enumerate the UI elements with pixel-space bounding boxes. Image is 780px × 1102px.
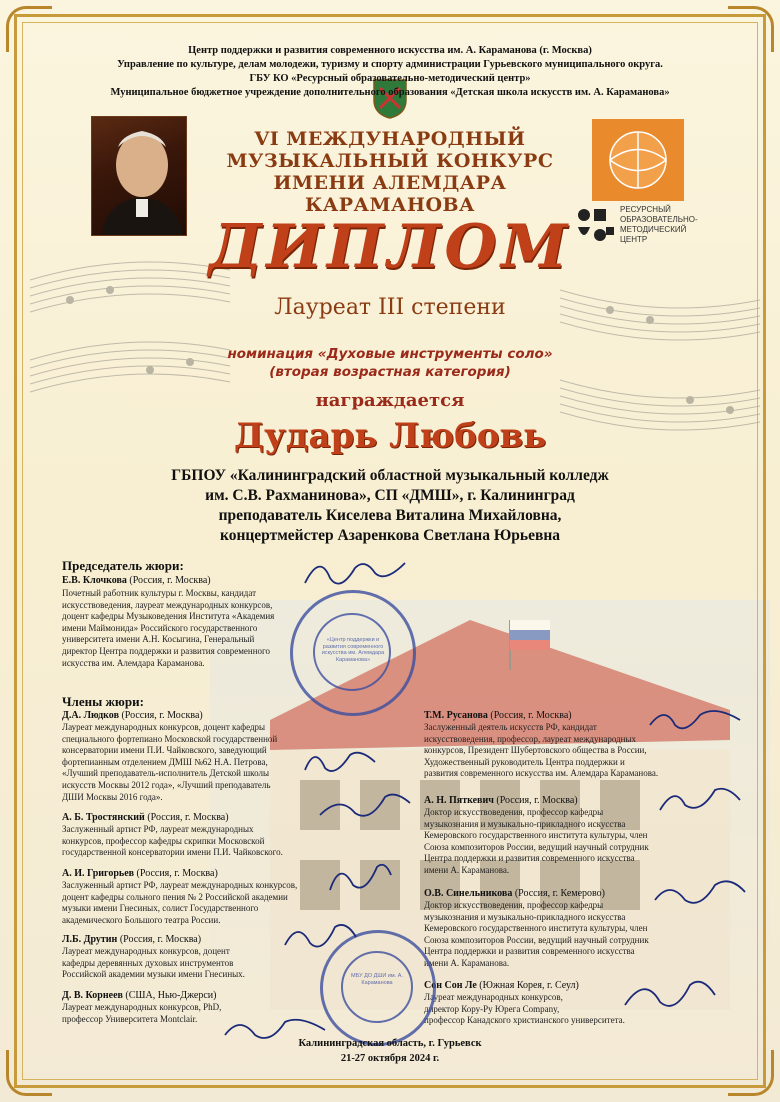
member-desc-line: музыки имени Гнесиных, солист Государственного — [62, 903, 259, 914]
resource-center-icon — [576, 207, 616, 247]
institution-line-1: ГБПОУ «Калининградский областной музыкальный колледж — [171, 467, 609, 484]
member-place: (Россия, г. Москва) — [136, 868, 218, 879]
member-desc-line: искусств Москвы 2012 года», «Лучший преподаватель — [62, 779, 271, 790]
member-desc-line: профессор Канадского христианского университета. — [424, 1015, 625, 1026]
member-desc-line: ДШИ Москвы 2016 года». — [62, 791, 163, 802]
member-desc-line: музыкознания и музыкально-прикладного искусства — [424, 818, 626, 829]
member-place: (Россия, г. Москва) — [490, 710, 572, 721]
corner-ornament-bottom-left — [6, 1050, 52, 1096]
member-desc-line: Заслуженный артист РФ, лауреат международных — [62, 824, 254, 834]
member-desc-line: Российской академии музыки имени Гнесиных. — [62, 969, 245, 980]
resource-logo-line-2: ОБРАЗОВАТЕЛЬНО- — [620, 215, 698, 224]
signature-rusanova — [645, 700, 745, 740]
member-desc-line: Центра поддержки и развития современного искусства — [424, 946, 635, 957]
jury-member-name — [62, 812, 229, 823]
chair-name-text: Е.В. Клочкова — [62, 575, 127, 586]
institution-line-2: им. С.В. Рахманинова», СП «ДМШ», г. Калининград — [205, 487, 575, 504]
member-desc-line: развития современного искусства им. Алемдара Караманова. — [424, 768, 659, 779]
chair-description — [62, 588, 322, 669]
institution-line-3: преподаватель Киселева Виталина Михайловна, — [218, 507, 562, 524]
member-desc-line: фортепианным отделением ДМШ №62 Н.А. Петрова, — [62, 756, 268, 767]
signature-lyudkov — [300, 740, 380, 780]
member-desc-line: Кемеровского государственного института культуры, член — [424, 830, 648, 841]
header-line-3: ГБУ КО «Ресурсный образовательно-методический центр» — [249, 73, 531, 84]
signature-pyatkevich — [655, 780, 745, 820]
chair-desc-line: доцент кафедры Музыковедения Института «Академия — [62, 611, 275, 622]
member-name-text: Т.М. Русанова — [424, 710, 488, 721]
competition-title-line-1: VI МЕЖДУНАРОДНЫЙ — [254, 128, 526, 150]
member-desc-line: конкурсов, Президент Шубертовского общества в России, — [424, 745, 647, 756]
header-line-4: Муниципальное бюджетное учреждение дополнительного образования «Детская школа искусств им. А. Караманова» — [110, 87, 670, 98]
header-line-1: Центр поддержки и развития современного искусства им. А. Караманова (г. Москва) — [188, 45, 592, 56]
member-place: (Россия, г. Москва) — [119, 934, 202, 945]
member-name-text: А. Б. Тростянский — [62, 812, 145, 823]
jury-member-name — [62, 990, 216, 1001]
corner-ornament-top-right — [728, 6, 774, 52]
resource-logo-line-3: МЕТОДИЧЕСКИЙ — [620, 225, 687, 234]
member-desc-line: Художественный руководитель Центра поддержки и — [424, 756, 625, 767]
chair-desc-line: искусствоведения, лауреат международных конкурсов, — [62, 599, 273, 610]
member-name-text: Д. В. Корнеев — [62, 990, 123, 1001]
signature-son-son-le — [620, 970, 720, 1020]
member-desc-line: Лауреат международных конкурсов, доцент — [62, 946, 230, 956]
footer-location: Калининградская область, г. Гурьевск — [298, 1038, 482, 1049]
awarded-label: награждается — [315, 390, 465, 411]
member-desc-line: Доктор искусствоведения, профессор кафедры — [424, 807, 604, 817]
member-desc-line: специального фортепиано Московской государственной — [62, 733, 278, 744]
member-name-text: А. И. Григорьев — [62, 868, 135, 879]
member-desc-line: «Лучший преподаватель-исполнитель Детской школы — [62, 768, 270, 779]
member-desc-line: Лауреат международных конкурсов, — [424, 992, 563, 1002]
member-desc-line: Заслуженный деятель искусств РФ, кандидат — [424, 722, 597, 732]
competition-title-line-3: ИМЕНИ АЛЕМДАРА КАРАМАНОВА — [273, 172, 507, 216]
member-desc-line: имени А. Караманова. — [424, 864, 510, 875]
signature-grigoriev — [325, 855, 395, 900]
jury-member-name — [424, 710, 572, 721]
official-stamp-upper — [290, 590, 416, 716]
footer-dates: 21-27 октября 2024 г. — [340, 1053, 440, 1064]
member-desc-line: государственной консерватории имени П.И. Чайковского. — [62, 847, 283, 858]
member-name-text: Л.Б. Друтин — [62, 934, 118, 945]
member-place: (Россия, г. Москва) — [496, 795, 578, 806]
signature-drutin — [280, 915, 360, 960]
member-name-text: О.В. Синельникова — [424, 888, 513, 899]
nomination-line-2: (вторая возрастная категория) — [269, 364, 511, 380]
resource-logo-line-4: ЦЕНТР — [620, 235, 648, 244]
corner-ornament-top-left — [6, 6, 52, 52]
member-desc-line: конкурсов, профессор кафедры скрипки Московской — [62, 835, 265, 846]
winner-name: Дударь Любовь — [233, 416, 547, 456]
diploma-heading: ДИПЛОМ — [208, 212, 572, 282]
chair-desc-line: директор Центра поддержки и развития современного — [62, 645, 271, 656]
jury-member-description — [62, 722, 322, 803]
signature-sinelnikova — [650, 870, 750, 915]
member-desc-line: Центра поддержки и развития современного искусства — [424, 853, 635, 864]
member-desc-line: Лауреат международных конкурсов, PhD, — [62, 1002, 222, 1012]
member-desc-line: искусствоведения, профессор, лауреат международных — [424, 733, 637, 744]
resource-logo-line-1: РЕСУРСНЫЙ — [620, 205, 671, 214]
competition-title-line-2: МУЗЫКАЛЬНЫЙ КОНКУРС — [226, 150, 554, 172]
member-desc-line: академического Большого театра России. — [62, 914, 221, 925]
jury-member-name — [424, 888, 605, 899]
nomination-line-1: номинация «Духовые инструменты соло» — [227, 346, 553, 362]
header-line-2: Управление по культуре, делам молодежи, туризму и спорту администрации Гурьевского муниципального округа. — [117, 59, 663, 70]
jury-member-name — [424, 980, 579, 991]
jury-member-description — [62, 824, 322, 859]
chair-desc-line: имени Маймонида» Российского государственного — [62, 622, 258, 633]
jury-member-name — [62, 710, 203, 721]
member-name-text: А. Н. Пяткевич — [424, 795, 494, 806]
stamp-lower-text: МБУ ДО ДШИ им. А. Караманова — [351, 973, 403, 986]
signature-trostyansky — [315, 785, 415, 825]
member-desc-line: консерватории имени П.И. Чайковского, заведующий — [62, 745, 267, 756]
member-place: (США, Нью-Джерси) — [125, 990, 217, 1001]
corner-ornament-bottom-right — [728, 1050, 774, 1096]
chair-desc-line: университета имени А.Н. Косыгина, Генеральный — [62, 634, 255, 645]
member-desc-line: Кемеровского государственного института культуры, член — [424, 923, 648, 934]
member-name-text: Сон Сон Ле — [424, 980, 477, 991]
jury-member-name — [62, 934, 201, 945]
member-desc-line: доцент кафедры сольного пения № 2 Российской академии — [62, 891, 288, 902]
stamp-upper-text: «Центр поддержки и развития современного искусства им. Алемдара Караманова» — [321, 637, 385, 663]
member-place: (Южная Корея, г. Сеул) — [479, 980, 579, 991]
chair-desc-line: искусства им. Алемдара Караманова. — [62, 657, 205, 668]
jury-member-name — [424, 795, 578, 806]
member-desc-line: музыкознания и музыкально-прикладного искусства — [424, 911, 626, 922]
institution-line-4: концертмейстер Азаренкова Светлана Юрьевна — [219, 527, 561, 544]
member-desc-line: имени А. Караманова. — [424, 957, 510, 968]
member-desc-line: Лауреат международных конкурсов, доцент кафедры — [62, 722, 266, 732]
member-place: (Россия, г. Москва) — [147, 812, 229, 823]
member-desc-line: кафедры деревянных духовых инструментов — [62, 957, 234, 968]
jury-member-name — [62, 868, 218, 879]
chair-place: (Россия, г. Москва) — [129, 575, 211, 586]
center-logo — [592, 119, 684, 201]
member-place: (Россия, г. Москва) — [121, 710, 203, 721]
laureate-degree: Лауреат III степени — [274, 295, 506, 320]
member-desc-line: Союза композиторов России, ведущий научный сотрудник — [424, 934, 649, 945]
signature-chair — [300, 548, 410, 598]
member-desc-line: директор Кору-Ру Юрега Company, — [424, 1003, 560, 1014]
member-desc-line: профессор Университета Montclair. — [62, 1013, 198, 1024]
chair-name — [62, 575, 211, 586]
members-heading: Члены жюри: — [62, 694, 144, 709]
chair-desc-line: Почетный работник культуры г. Москвы, кандидат — [62, 588, 257, 598]
member-desc-line: Союза композиторов России, ведущий научный сотрудник — [424, 841, 649, 852]
chair-heading: Председатель жюри: — [62, 558, 184, 573]
member-desc-line: Доктор искусствоведения, профессор кафедры — [424, 900, 604, 910]
member-desc-line: Заслуженный артист РФ, лауреат международных конкурсов, — [62, 880, 298, 890]
composer-portrait — [91, 116, 187, 236]
member-place: (Россия, г. Кемерово) — [514, 888, 606, 899]
resource-center-logo — [576, 203, 706, 251]
member-name-text: Д.А. Людков — [62, 710, 119, 721]
